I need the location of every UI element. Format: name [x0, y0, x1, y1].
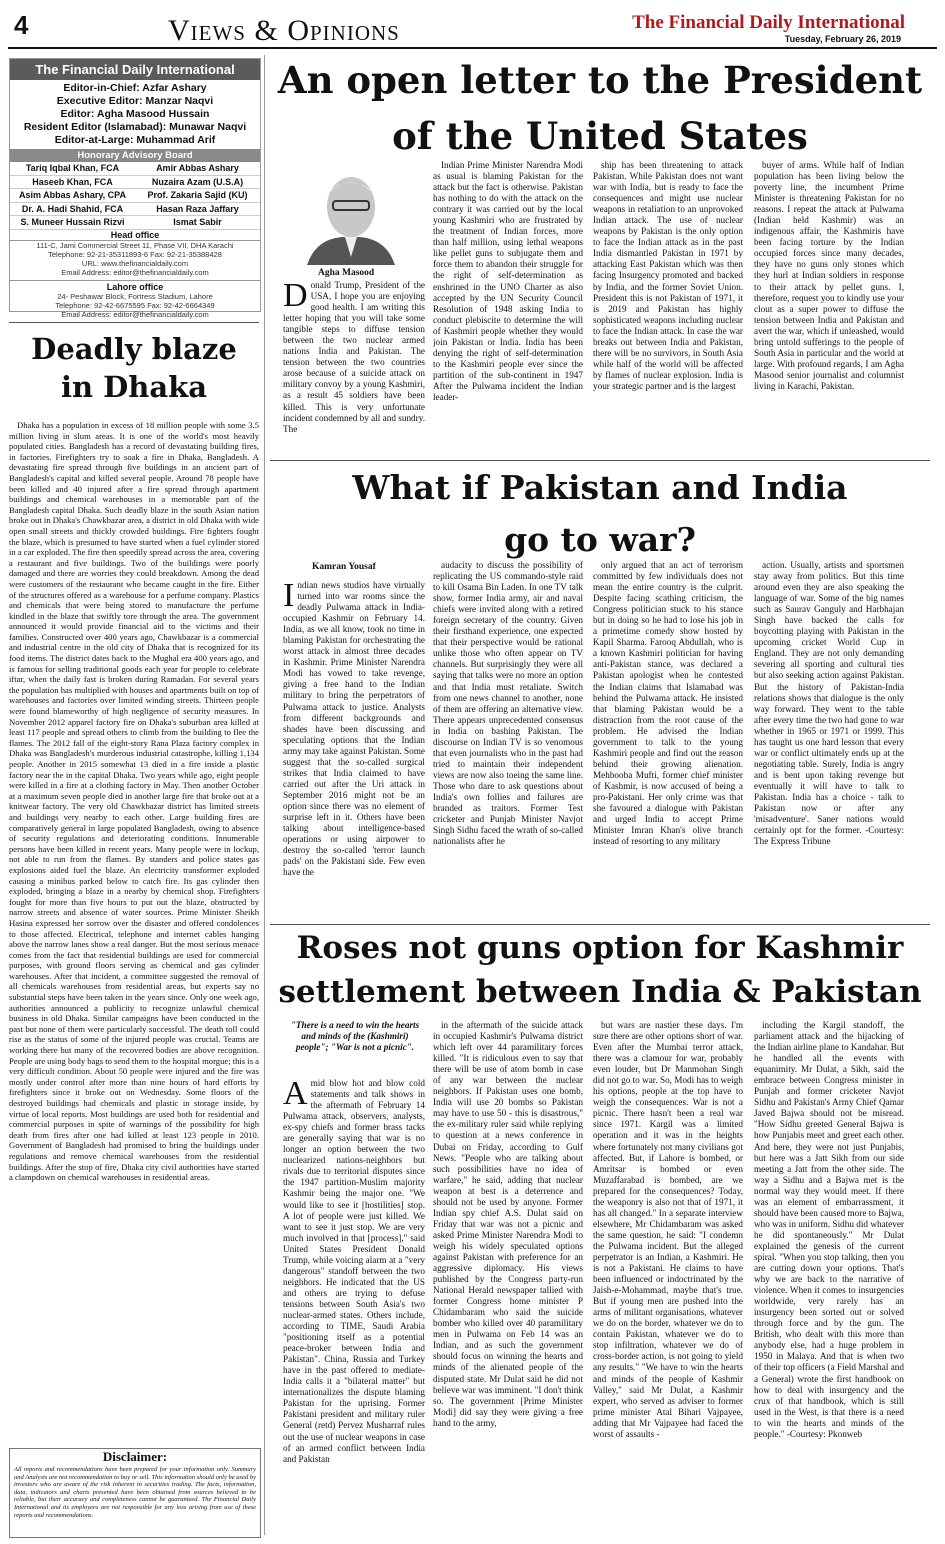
editor-line: Executive Editor: Manzar Naqvi [56, 95, 214, 107]
advisory-board-list [10, 162, 260, 230]
editor-line: Editor: Agha Masood Hussain [60, 108, 210, 120]
kashmir-col-1 [283, 1078, 425, 1538]
article-text: in the aftermath of the suicide attack in occupied Kashmir's Pulwama district which left over 44 paramilitary forces killed. "It is ridiculous even to say that there will be use of atom bomb in case of any war between the nuclear neighbors. If Pakistan uses one bomb, India will use 20 bombs so Pakistan may have to use 50 - this is disastrous," the ex-military ruler said while replying to question at a news conference in Dubai on Friday, according to Gulf News. "People who are talking about such possibilities have no idea of warfare," he said, adding that nuclear weapon at best is a deterrence and should not be used by anyone. Former Indian spy chief A.S. Dulat said on Friday that war was not a picnic and asked Prime Minister Narendra Modi to weigh his widely speculated options against Pakistan with preference for an aggressive diplomacy. His views published by the Congress party-run National Herald newspaper tallied with former Congress home minister P Chidambaram who said the suicide bomber who killed over 40 paramilitary men in Pulwama on Feb 14 was an Indian, and as such the government should focus on winning the hearts and minds of the alienated people of the disputed state. Mr Dulat said he did not believe war was imminent. "I don't think so. The government [Prime Minister Modi] did say they were giving a free hand to the army, [433, 1020, 583, 1428]
war-headline [270, 462, 930, 566]
kashmir-col-4 [754, 1020, 904, 1538]
dropcap: I [283, 580, 295, 614]
author-caption: Agha Masood [318, 268, 375, 278]
headline-line: settlement between India & Pakistan [278, 974, 922, 1010]
disclaimer-text: All reports and recommendations have been prepared for your information only. Summary and Analysis are not recommendation to buy or sell. This information should only be used by investors who are aware of the risk inherent in securities trading. The facts, information, data, indicators and charts presented have been obtained from sources believed to be reliable, but their accuracy and completeness cannot be guaranteed. The Financial Daily International and its employees are not responsible for any loss arising from use of these reports and recommendations. [14, 1466, 256, 1519]
headline-line: Roses not guns option for Kashmir [296, 930, 904, 966]
board-member: Ismat Sabir [135, 216, 260, 230]
headline-line: An open letter to the President [277, 58, 923, 102]
open-letter-col-3 [593, 160, 743, 456]
editor-line: Editor-at-Large: Muhammad Arif [54, 134, 216, 146]
article-text: including the Kargil standoff, the parliament attack and the hijacking of the Indian airline plane to Kandahar. But he handled all the events with equanimity. Mr Dulat, a Sikh, said the embrace between Congress minister in Punjab and former cricketer Navjot Sidhu and Pakistan's Army Chief Qamar Javed Bajwa should not be misread. "How Sidhu greeted General Bajwa is how Punjabis meet and greet each other. And here, they were not just Punjabis, but here was a Jatt Sikh from our side meeting a Jatt from the other side. The way a Sidhu and a Bajwa met is the normal way they would meet. If there was an element of embarrassment, it should have been caused more to Bajwa, who was in uniform. Sidhu did whatever he did spontaneously." Mr Dulat explained the genesis of the current spiral. "When you stop talking, then you are cutting down your options. That's why we are back to the narrative of violence. When it comes to insurgencies worldwide, very rarely has an insurgency been sorted out or solved through force and by the gun. The British, who dealt with this more than anybody else, had a huge problem in 1950 in Malaya. And that is when two of their top officers (a Field Marshal and a General) wrote the first handbook on how to deal with insurgency and the crux of that handbook, which is still used in the West, is that there is a need to win the hearts and minds of the people." -Courtesy: Pkonweb [754, 1020, 904, 1439]
head-office-line: Email Address: editor@thefinancialdaily.com [61, 267, 209, 277]
board-member: S. Muneer Hussain Rizvi [10, 216, 135, 230]
rule [9, 322, 259, 323]
article-text: onald Trump, President of the USA, I hope you are enjoying good health. I am writing this letter hoping that you will take some tangible steps to diffuse tension between the two nuclear armed nations India and Pakistan. The tension between the two countries arose because of a suicide attack on military convoy by a young Kashmiri, as a result 45 soldiers have been killed. This is very unfortunate incident condemned by all and sundry. The [283, 280, 425, 434]
issue-date: Tuesday, February 26, 2019 [784, 34, 901, 44]
article-text: buyer of arms. While half of Indian population has been living below the poverty line, the incumbent Prime Minister is threatening Pakistan for no reasons. I repeat the attack at Pulwama (Indian held Kashmir) was an indigenous affair, the Kashmiris have been facing torture by the Indian occupied forces since many decades, they have no guns only stones which they hurl at Indian soldiers in response to their attack by pellet guns. I, therefore, request you to kindly use your clout as a super power to diffuse the tension between India and Pakistan and avert the war, which if unleashed, would bring untold sufferings to the people of South Asia in particular and the world at large. With profound regards, I am Agha Masood senior journalist and columnist living in Karachi, Pakistan. [754, 160, 904, 391]
board-member: Prof. Zakaria Sajid (KU) [135, 189, 260, 203]
article-text: audacity to discuss the possibility of replicating the US commando-style raid to kill Osama Bin Laden. In one TV talk show, former India army, air and naval chiefs were invited along with a retired foreign secretary of the country. Given their firsthand experience, one expected that their perspective would be rational unlike those who often appear on TV channels. But surprisingly they were all saying that talks were no more an option and that India must retaliate. Switch from one news channel to another, none of them are offering an alternative view. There appears unprecedented consensus in India on bashing Pakistan. The discourse on Indian TV is so venomous that even journalists who in the past had tried to maintain their independent views are now also toeing the same line. Those who dare to ask questions about India's own follies and failures are branded as traitors. Former Test cricketer and Punjab Minister Navjot Singh Sidhu faced the wrath of so-called nationalists after he [433, 560, 583, 847]
byline: Kamran Yousaf [312, 562, 376, 572]
masthead-box [9, 58, 261, 319]
disclaimer-box [9, 1448, 261, 1538]
paper-name: The Financial Daily International [632, 12, 905, 33]
section-title: Views & Opinions [168, 14, 400, 47]
headline-line: of the United States [392, 114, 808, 158]
article-text: mid blow hot and blow cold statements and talk shows in the aftermath of February 14 Pulwama attack, observers, analysts, ex-spy chiefs and former brass tacks are generally saying that war is no longer an option between the two nuclearized nations-neighbors but rivals due to territorial disputes since the 1947 partition-Muslim majority Kashmir being the major one. "We would like to see it [hostilities] stop. A lot of people were just killed. We want to see it just stop. We are very much involved in that [process]," said United States President Donald Trump, while voicing alarm at a "very dangerous" standoff between the two neighbors. He indicated that the US and others are trying to defuse tensions between South Asia's two nuclear-armed states. Others include, according to TIME, Saudi Arabia "positioning itself as a potential peace-broker between India and Pakistan". China, Russia and Turkey have in the past offered to mediate-India calls it a "bilateral matter" but internationalizes the dispute blaming Pakistan for the uprising. Former Pakistani president and military ruler General (retd) Pervez Musharraf rules out the use of nuclear weapons in case of an armed conflict between India and Pakistan [283, 1078, 425, 1464]
disclaimer-title: Disclaimer: [102, 1449, 168, 1464]
dhaka-article-body [9, 420, 259, 1438]
headline-line: in Dhaka [60, 370, 208, 404]
dropcap: D [283, 280, 308, 314]
board-member: Hasan Raza Jaffary [135, 203, 260, 217]
page-number: 4 [14, 10, 29, 40]
head-office-line: 111-C, Jami Commercial Street 11, Phase VII, DHA Karachi [36, 240, 234, 250]
article-text: action. Usually, artists and sportsmen stay away from politics. But this time around even they are also speaking the language of war. Some of the big names such as Saurav Ganguly and Harbhajan Singh have backed the calls for boycotting playing with Pakistan in the upcoming cricket World Cup in England. They are not only demanding severing all sporting and cultural ties but also seeking action against Pakistan. But the history of Pakistan-India relations shows that dialogue is the only way forward. They went to the table after every time the two had gone to war whether in 1965 or 1971 or 1999. This has taught us one hard lesson that every war or conflict ultimately ends up at the negotiating table. Surely, India is angry and is bent upon taking revenge but eventually it will have to talk to Pakistan. India has a choice - talk to Pakistan now or after any 'misadventure'. Saner nations would certainly opt for the former. -Courtesy: The Express Tribune [754, 560, 904, 847]
article-text: ndian news studios have virtually turned into war rooms since the deadly Pulwama attack in India-occupied Kashmir on February 14. India, as we all know, took no time in blaming Pakistan for orchestrating the worst attack in almost three decades in Kashmir. Prime Minister Narendra Modi has vowed to take revenge, giving a free hand to the Indian military to bring the perpetrators of Pulwama attack to justice. Analysts from different backgrounds and shades have been discussing and speculating options that the Indian army may take against Pakistan. Some suggest that the so-called surgical strikes that India claimed to have carried out after the Uri attack in September 2016 might not be an option since there was no element of surprise left in it. Others have been talking about intelligence-based operations or using airpower to destroy the so-called 'terror launch pads' on the Pakistani side. Few even have the [283, 580, 425, 878]
lahore-office-line: Email Address: editor@thefinancialdaily.com [61, 309, 209, 319]
kashmir-col-3 [593, 1020, 743, 1538]
article-text: Indian Prime Minister Narendra Modi as usual is blaming Pakistan for the attack but the fact is otherwise. Pakistan has nothing to do with the attack on the contrary it was carried out by the local young Kashmiri who are frustrated by the treatment of Indian forces, more than half million, using lethal weapons like pellet guns to subjugate them and force them to abandon their struggle for the right of self-determination as enshrined in the UNO Charter as also accepted by the UN Security Council Resolution of 1948 asking India to conduct plebiscite to determine the will of Kashmiri people whether they would join Pakistan or India. India has been denying the right of self-determination to the Kashmiri people ever since the partition of the sub-continent in 1947 After the Pulwama incident the Indian leader- [433, 160, 583, 402]
headline-line: What if Pakistan and India [352, 468, 848, 507]
kashmir-headline [270, 926, 930, 1014]
war-col-1 [283, 580, 425, 920]
open-letter-headline [270, 52, 930, 164]
lahore-office-line: 24- Peshawar Block, Fortress Stadium, Lahore [57, 291, 213, 301]
lahore-office-line: Telephone: 92-42-6675595 Fax: 92-42-6664349 [55, 300, 215, 310]
war-col-4 [754, 560, 904, 920]
war-col-3 [593, 560, 743, 920]
headline-line: go to war? [504, 520, 696, 559]
rule [270, 460, 930, 461]
header-rule [8, 47, 937, 49]
editor-line: Resident Editor (Islamabad): Munawar Naqvi [23, 121, 247, 133]
head-office-line: URL: www.thefinancialdaily.com [81, 258, 189, 268]
masthead-title: The Financial Daily International [10, 59, 260, 80]
advisory-board-title: Honorary Advisory Board [10, 149, 260, 162]
author-photo [287, 165, 415, 265]
board-member: Amir Abbas Ashary [135, 162, 260, 176]
article-text: Dhaka has a population in excess of 18 million people with some 3.5 million living in slum areas. It is one of the world's most heavily populated cities. Bangladesh has a record of devastating building fires, in factories. Firefighters try to soak a fire in Dhaka, Bangladesh. A devastating fire spread through five buildings in an ancient part of Bangladesh's capital and killed several people. Around 78 people have been killed and 40 injured after a fire spread through apartment buildings and chemical warehouses in a memorable part of the Bangladesh capital Dhaka. Such deadly blaze in the south Asian nation broke out in Dhaka's Chawkbazar area, a district in old Dhaka with wide open small streets and thickly crowded buildings. Fire fighters fought the blaze, which is presumed to have started when a fuel cylinder stored in a car exploded. The fire then speedily spread across the area, covering a restaurant and five buildings. Two of the buildings were poorly damaged and there are worries they could breakdown. Among the dead were customers of the restaurant who became caught in the fire. Either of the structures offered as a warehouse for a perfume company. Plastics and chemicals that were being stored to manufacture the perfume kindled in the blaze that swiftly tore through the area. The government announced it would provide financial aid to the victims and their families. Constructed over 400 years ago, Chawkbazar is a commercial and industrial centre in the old city of Dhaka that is recognized for its food items. The district dates back to the Mughal era 400 years ago, and is famous for selling traditional goods each year for people to celebrate iftar, when the daily fast is broken during Ramadan. For several years the population has multiplied with houses and apartments built on top of warehouses and factories over limited winding streets. Thirteen people were found blameworthy of high negligence of security measures. In November 2012 apparel factory fire on Dhaka's suburban area killed at least 117 people and spread others to climb from the building to flee the flames. The 2012 fall of the eight-story Rana Plaza factory complex in Dhaka was Bangladesh's murderous industrial catastrophe, killing 1,134 people. Another in 2015 somewhat 13 died in a fire inside a plastic factory near the in the capital Dhaka. Two years while ago, eight people were killed in a fire at a clothing factory in May. Then another October at a maximum seven people died in another large fire that broke out at a knitwear factory. The very old Chawkbazar district has limited streets and buildings very nearby to each other. Large building fires are comparatively general in large populated Bangladesh, owing to absence of security regulations and deteriorating conditions. Innumerable persons have been killed in recent years. Many people were in lockup, not able to run from the flames. By standers and police states gas explosions aided fuel the blaze. An electricity transformer exploded causing a minibus parked below to catch fire. Its gas cylinder then exploded, bringing a blaze in a nearby by chemical shop. Firefighters fought for more than five hours to put out the blaze, obstructed by narrow streets and absence of water sources. Prime Minister Sheikh Hasina expressed her sorrow over the disaster and offered condolences to those affected. Electrical, telephone and internet cables hanging above the narrow lanes show a real danger. But the most serious menace comes from the fact that residential buildings are used for commercial purposes, with ground floors serving as chemical and gas cylinder warehouses. After that incident, a committee suggested the removal of all chemicals warehouses from residential areas, but experts say no substantial steps have been taken in the years since. Only one week ago, authorities announced a publicity to recognize unlawful chemical business in old Dhaka. Similar campaigns have been conducted in the past but none of them were particularly successful. The death toll could rise as the status of some of the injured people was crucial. Teams are working there but many of the recovered bodies are above recognition. People are using body bags to send them to the hospital morgue; this is a very difficult condition. About 50 people were injured and the fire was mostly under control after more than nine hours of hard efforts by firefighters since it broke out on Wednesday. Some floors of the destroyed buildings had chemicals and plastic in storage inside, by virtue of local reports. Most buildings are used both for residential and commercial purposes in spite of warnings of the possibility for high death from fires after one had killed at least 123 people in 2010. Government of Bangladesh had promised to bring the buildings under regulations and remove chemical warehouses from the residential buildings. After the stop of fire, Dhaka city civil authorities have started a clampdown on chemical warehouses in residential areas. [9, 420, 259, 1183]
lahore-office-title: Lahore office [10, 280, 260, 292]
open-letter-col-1 [283, 280, 425, 455]
board-member: Tariq Iqbal Khan, FCA [10, 162, 135, 176]
editor-line: Editor-in-Chief: Azfar Ashary [63, 82, 207, 94]
rule [270, 924, 930, 925]
open-letter-col-4 [754, 160, 904, 456]
war-col-2 [433, 560, 583, 920]
column-divider [264, 55, 265, 1535]
article-text: ship has been threatening to attack Pakistan. While Pakistan does not want war with India, but is ready to face the consequences and might use nuclear weapons in retaliation to an unprovoked Indian attack. The use of nuclear weapons by Pakistan is the only option to face the Indian attack as in the past India dismantled Pakistan in 1971 by attacking East Pakistan which was then facing Insurgency promoted and backed by India, and the former Soviet Union. President this is not Pakistan of 1971, it is 2019 and Pakistan has highly sophisticated weapons including nuclear to face the Indian attack. In case the war breaks out between India and Pakistan, there will be no survivors, in South Asia while half of the world will be affected by flames of nuclear explosion. India is your strategic partner and is the largest [593, 160, 743, 391]
board-member: Dr. A. Hadi Shahid, FCA [10, 203, 135, 217]
dhaka-headline [9, 330, 259, 406]
headline-line: Deadly blaze [31, 332, 237, 366]
board-member: Nuzaira Azam (U.S.A) [135, 176, 260, 190]
article-text: only argued that an act of terrorism committed by few individuals does not mean the entire country is the culprit. Despite facing scathing criticism, the Congress politician stuck to his stance but in doing so he had to lose his job in a primetime comedy show hosted by Kapil Sharma. Farooq Abdullah, who is a known Kashmiri politician for having anti-Pakistan stance, was declared a Pakistan apologist when he contested the Indian claims that Islamabad was behind the Pulwama attack. He insisted that blaming Pakistan would be a distraction from the root cause of the problem. He advised the Indian government to talk to the young Kashmiri people and find out the reason behind their growing alienation. Mehbooba Mufti, former chief minister of Kashmir, is now accused of being a pro-Pakistani. Her only crime was that she favoured a dialogue with Pakistan and urged India to accept Prime Minister Imran Khan's olive branch instead of resorting to any military [593, 560, 743, 847]
kashmir-col-2 [433, 1020, 583, 1538]
pull-quote: "There is a need to win the hearts and minds of the (Kashmiri) people"; "War is not a picnic". [290, 1020, 420, 1052]
head-office-title: Head office [10, 230, 260, 241]
board-member: Asim Abbas Ashary, CPA [10, 189, 135, 203]
board-member: Haseeb Khan, FCA [10, 176, 135, 190]
dropcap: A [283, 1078, 308, 1112]
head-office-line: Telephone: 92-21-35311893-6 Fax: 92-21-35388428 [48, 249, 222, 259]
open-letter-col-2 [433, 160, 583, 456]
article-text: but wars are nastier these days. I'm sure there are other options short of war. Even after the Mumbai terror attack, there was a clamour for war, probably even louder, but Dr Manmohan Singh did not go to war. So, Modi has to weigh his options, people at the top have to weigh the consequences. War is not a picnic. There hasn't been a real war since 1971. Kargil was a limited operation and it was in the heights where fortunately not many civilians got affected. But, if Lahore is bombed, or Amritsar is bombed or even Muzaffarabad is bombed, are we prepared for the consequences? Today, the weaponry is also not that of 1971, it has all changed." In a separate interview elsewhere, Mr Chidambaram was asked the same question, he said: "I condemn the Pulwama incident. But the alleged perpetrator is an Indian, a Kashmiri. He is not a Pakistani. He claims to have been influenced or indoctrinated by the Jaish-e-Mohammad, maybe that's true. But if young men are pushed into the arms of militant organisations, whatever we do on the border, whatever we do to contain Pakistan, whatever we do to stop infiltration, whatever we do of cross-border action, is not going to yield any results." "We have to win the hearts and minds of the people of Kashmir Valley," said Mr Dulat, a Kashmir expert, who served as adviser to former prime minister Atal Bihari Vajpayee, adding that Mr Vajpayee had faced the worst of assaults - [593, 1020, 743, 1439]
author-portrait-icon [287, 165, 415, 265]
